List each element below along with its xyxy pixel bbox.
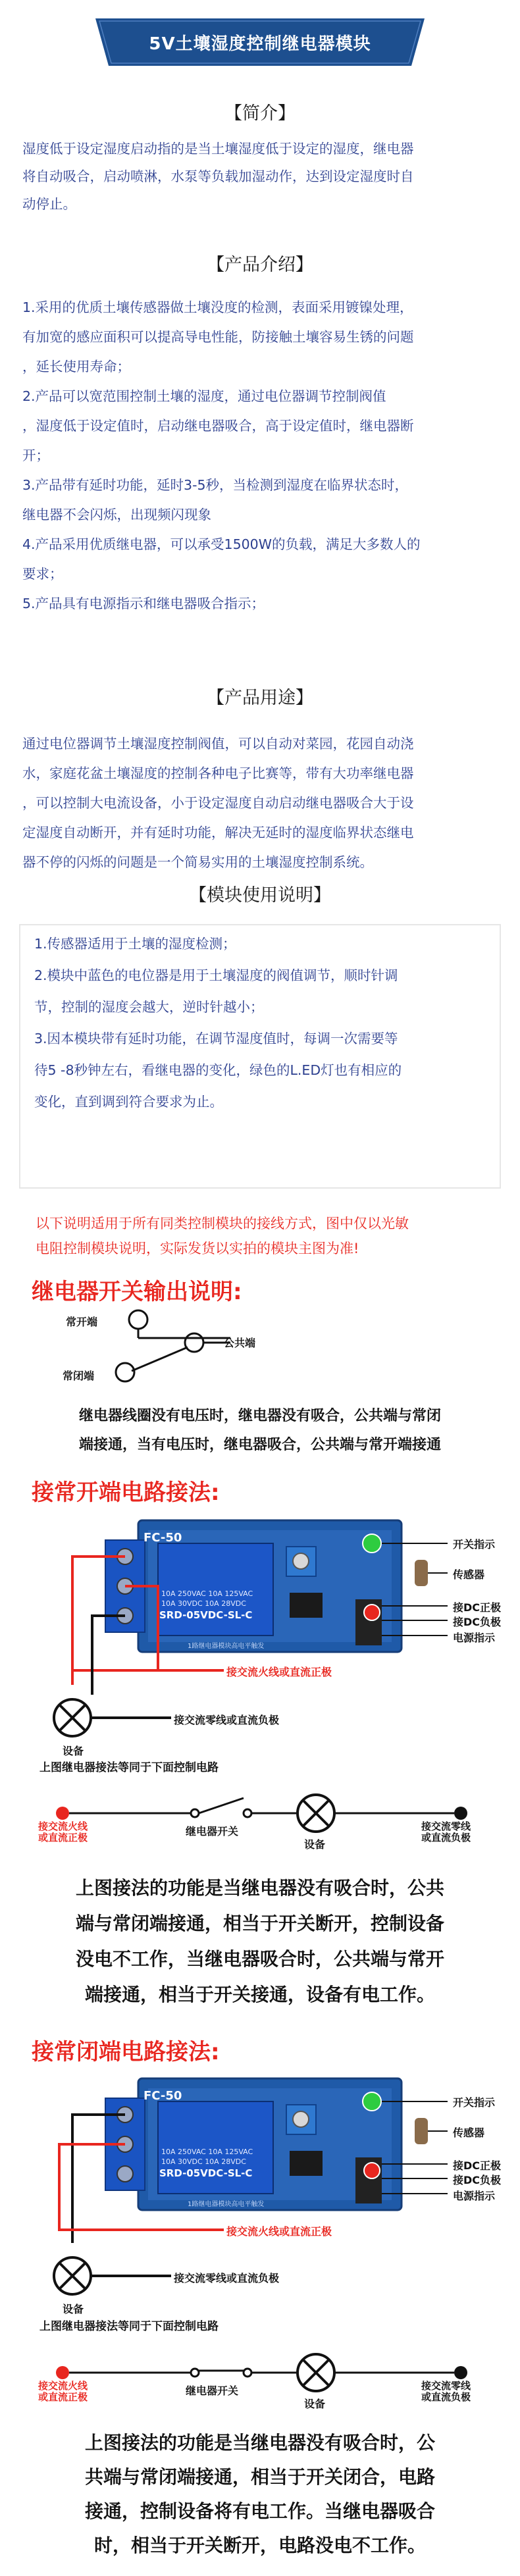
product-line: 5.产品具有电源指示和继电器吸合指示； bbox=[22, 596, 265, 611]
product-line: 开； bbox=[22, 448, 49, 463]
relay-desc-line: 端接通，当有电压时，继电器吸合，公共端与常开端接通 bbox=[78, 1437, 441, 1453]
wiring-nc-desc bbox=[26, 2426, 494, 2563]
module-title: 【模块使用说明】 bbox=[189, 885, 331, 906]
label-nc: 常开端 bbox=[66, 1316, 98, 1328]
product-line: ，延长使用寿命； bbox=[22, 359, 130, 374]
board-rating: 10A 30VDC 10A 28VDC bbox=[161, 2157, 246, 2166]
relay-contact-symbol bbox=[59, 1306, 323, 1385]
schematic-left-label: 接交流火线 或直流正极 bbox=[38, 1820, 88, 1843]
usage-text bbox=[22, 729, 498, 877]
usage-line: 定湿度自动断开，并有延时功能，解决无延时的湿度临界状态继电 bbox=[22, 825, 414, 840]
relay-output-heading: 继电器开关输出说明: bbox=[32, 1279, 242, 1305]
wiring-no-desc-line: 端接通，相当于开关接通，设备有电工作。 bbox=[84, 1984, 435, 2005]
module-text bbox=[34, 928, 488, 1118]
relay-output-desc bbox=[26, 1402, 494, 1460]
product-line: 2.产品可以宽范围控制土壤的湿度，通过电位器调节控制阀值 bbox=[22, 388, 386, 404]
board-rating: 10A 250VAC 10A 125VAC bbox=[161, 2148, 253, 2156]
label-no: 常闭端 bbox=[63, 1370, 95, 1382]
banner-title: 5V土壤湿度控制继电器模块 bbox=[149, 34, 371, 54]
board-rating: 10A 30VDC 10A 28VDC bbox=[161, 1599, 246, 1608]
board-relay-model: SRD-05VDC-SL-C bbox=[159, 2167, 253, 2179]
dc-neg-label: 接DC负极 bbox=[453, 2174, 502, 2186]
board-model: FC-50 bbox=[143, 2089, 182, 2103]
module-line: 变化，直到调到符合要求为止。 bbox=[34, 1094, 223, 1110]
wiring-caption: 上图继电器接法等同于下面控制电路 bbox=[39, 2320, 219, 2333]
wiring-nc-heading: 接常闭端电路接法: bbox=[32, 2039, 220, 2065]
intro-title: 【简介】 bbox=[224, 103, 296, 124]
schematic-right-label: 接交流零线 或直流负极 bbox=[421, 2380, 471, 2403]
power-led-label: 电源指示 bbox=[453, 1632, 496, 1644]
dc-pos-label: 接DC正极 bbox=[453, 2159, 502, 2172]
note-line: 以下说明适用于所有同类控制模块的接线方式，图中仅以光敏 bbox=[36, 1216, 409, 1231]
device-label: 设备 bbox=[63, 2303, 84, 2315]
sensor-label: 传感器 bbox=[453, 1568, 485, 1581]
switch-led-label: 开关指示 bbox=[453, 2096, 496, 2109]
wiring-nc-desc-line: 时，相当于开关断开，电路没电不工作。 bbox=[93, 2535, 426, 2556]
usage-title: 【产品用途】 bbox=[207, 688, 313, 708]
label-com: 公共端 bbox=[224, 1337, 256, 1349]
product-line: 有加宽的感应面积可以提高导电性能，防接触土壤容易生锈的问题 bbox=[22, 329, 414, 345]
ac-live-label: 接交流火线或直流正极 bbox=[226, 1666, 332, 1678]
note-line: 电阻控制模块说明，实际发货以实拍的模块主图为准! bbox=[36, 1241, 359, 1256]
power-led-label: 电源指示 bbox=[453, 2190, 496, 2202]
intro-text bbox=[22, 135, 498, 218]
device-label: 设备 bbox=[63, 1745, 84, 1757]
product-line: ，湿度低于设定值时，启动继电器吸合，高于设定值时，继电器断 bbox=[22, 418, 414, 434]
board-relay-model: SRD-05VDC-SL-C bbox=[159, 1609, 253, 1621]
intro-line: 将自动吸合，启动喷淋，水泵等负载加湿动作，达到设定湿度时自 bbox=[22, 168, 414, 184]
usage-line: 通过电位器调节土壤湿度控制阀值，可以自动对菜园，花园自动浇 bbox=[22, 736, 414, 752]
board-rating: 10A 250VAC 10A 125VAC bbox=[161, 1589, 253, 1598]
wiring-no-schematic bbox=[26, 1784, 500, 1856]
module-line: 待5 -8秒钟左右，看继电器的变化，绿色的L.ED灯也有相应的 bbox=[34, 1062, 402, 1078]
red-note bbox=[36, 1211, 490, 1261]
switch-led-label: 开关指示 bbox=[453, 1538, 496, 1551]
schematic-left-label: 接交流火线 或直流正极 bbox=[38, 2380, 88, 2403]
product-line: 要求； bbox=[22, 566, 63, 582]
ac-neutral-label: 接交流零线或直流负极 bbox=[174, 1714, 280, 1726]
wiring-nc-desc-line: 上图接法的功能是当继电器没有吸合时，公 bbox=[84, 2432, 435, 2454]
wiring-nc-desc-line: 共端与常闭端接通，相当于开关闭合，电路 bbox=[84, 2466, 435, 2488]
relay-desc-line: 继电器线圈没有电压时，继电器没有吸合，公共端与常闭 bbox=[78, 1408, 441, 1424]
board-trigger-note: 1路继电器模块高电平触发 bbox=[188, 1643, 265, 1650]
product-title: 【产品介绍】 bbox=[207, 255, 313, 275]
ac-live-label: 接交流火线或直流正极 bbox=[226, 2225, 332, 2238]
wiring-no-desc-line: 没电不工作，当继电器吸合时，公共端与常开 bbox=[75, 1948, 444, 1970]
ac-neutral-label: 接交流零线或直流负极 bbox=[174, 2272, 280, 2284]
wiring-no-desc-line: 上图接法的功能是当继电器没有吸合时，公共 bbox=[75, 1877, 444, 1899]
title-banner bbox=[95, 18, 425, 66]
sensor-label: 传感器 bbox=[453, 2126, 485, 2139]
board-trigger-note: 1路继电器模块高电平触发 bbox=[188, 2201, 265, 2208]
module-line: 3.因本模块带有延时功能，在调节湿度值时，每调一次需要等 bbox=[34, 1031, 398, 1046]
module-line: 2.模块中蓝色的电位器是用于土壤湿度的阀值调节，顺时针调 bbox=[34, 967, 398, 983]
wiring-caption: 上图继电器接法等同于下面控制电路 bbox=[39, 1761, 219, 1774]
intro-line: 湿度低于设定湿度启动指的是当土壤湿度低于设定的湿度，继电器 bbox=[22, 141, 414, 157]
wiring-nc-desc-line: 接通，控制设备将有电工作。当继电器吸合 bbox=[84, 2500, 435, 2522]
usage-line: 水，家庭花盆土壤湿度的控制各种电子比赛等，带有大功率继电器 bbox=[22, 765, 414, 781]
schematic-switch-label: 继电器开关 bbox=[186, 2384, 239, 2397]
product-text bbox=[22, 293, 498, 619]
usage-line: 器不停的闪烁的问题是一个简易实用的土壤湿度控制系统。 bbox=[22, 854, 373, 870]
dc-pos-label: 接DC正极 bbox=[453, 1601, 502, 1614]
wiring-no-desc-line: 端与常闭端接通，相当于开关断开，控制设备 bbox=[75, 1913, 444, 1934]
schematic-switch-label: 继电器开关 bbox=[186, 1825, 239, 1838]
wiring-nc-schematic bbox=[26, 2343, 500, 2415]
wiring-no-diagram bbox=[39, 1507, 500, 1784]
product-line: 3.产品带有延时功能，延时3-5秒，当检测到湿度在临界状态时， bbox=[22, 477, 409, 493]
wiring-no-desc bbox=[26, 1870, 494, 2013]
product-line: 继电器不会闪烁，出现频闪现象 bbox=[22, 507, 211, 523]
wiring-no-heading: 接常开端电路接法: bbox=[32, 1480, 220, 1506]
module-line: 1.传感器适用于土壤的湿度检测； bbox=[34, 936, 236, 952]
wiring-nc-diagram bbox=[39, 2065, 500, 2342]
product-line: 4.产品采用优质继电器，可以承受1500W的负载，满足大多数人的 bbox=[22, 536, 421, 552]
board-model: FC-50 bbox=[143, 1531, 182, 1545]
dc-neg-label: 接DC负极 bbox=[453, 1616, 502, 1628]
schematic-right-label: 接交流零线 或直流负极 bbox=[421, 1820, 471, 1843]
usage-line: ，可以控制大电流设备，小于设定湿度自动启动继电器吸合大于设 bbox=[22, 795, 414, 811]
schematic-device-label: 设备 bbox=[304, 1838, 326, 1851]
module-line: 节，控制的湿度会越大，逆时针越小； bbox=[34, 999, 264, 1015]
product-line: 1.采用的优质土壤传感器做土壤没度的检测，表面采用镀镍处理， bbox=[22, 299, 413, 315]
schematic-device-label: 设备 bbox=[304, 2398, 326, 2410]
intro-line: 动停止。 bbox=[22, 196, 76, 212]
